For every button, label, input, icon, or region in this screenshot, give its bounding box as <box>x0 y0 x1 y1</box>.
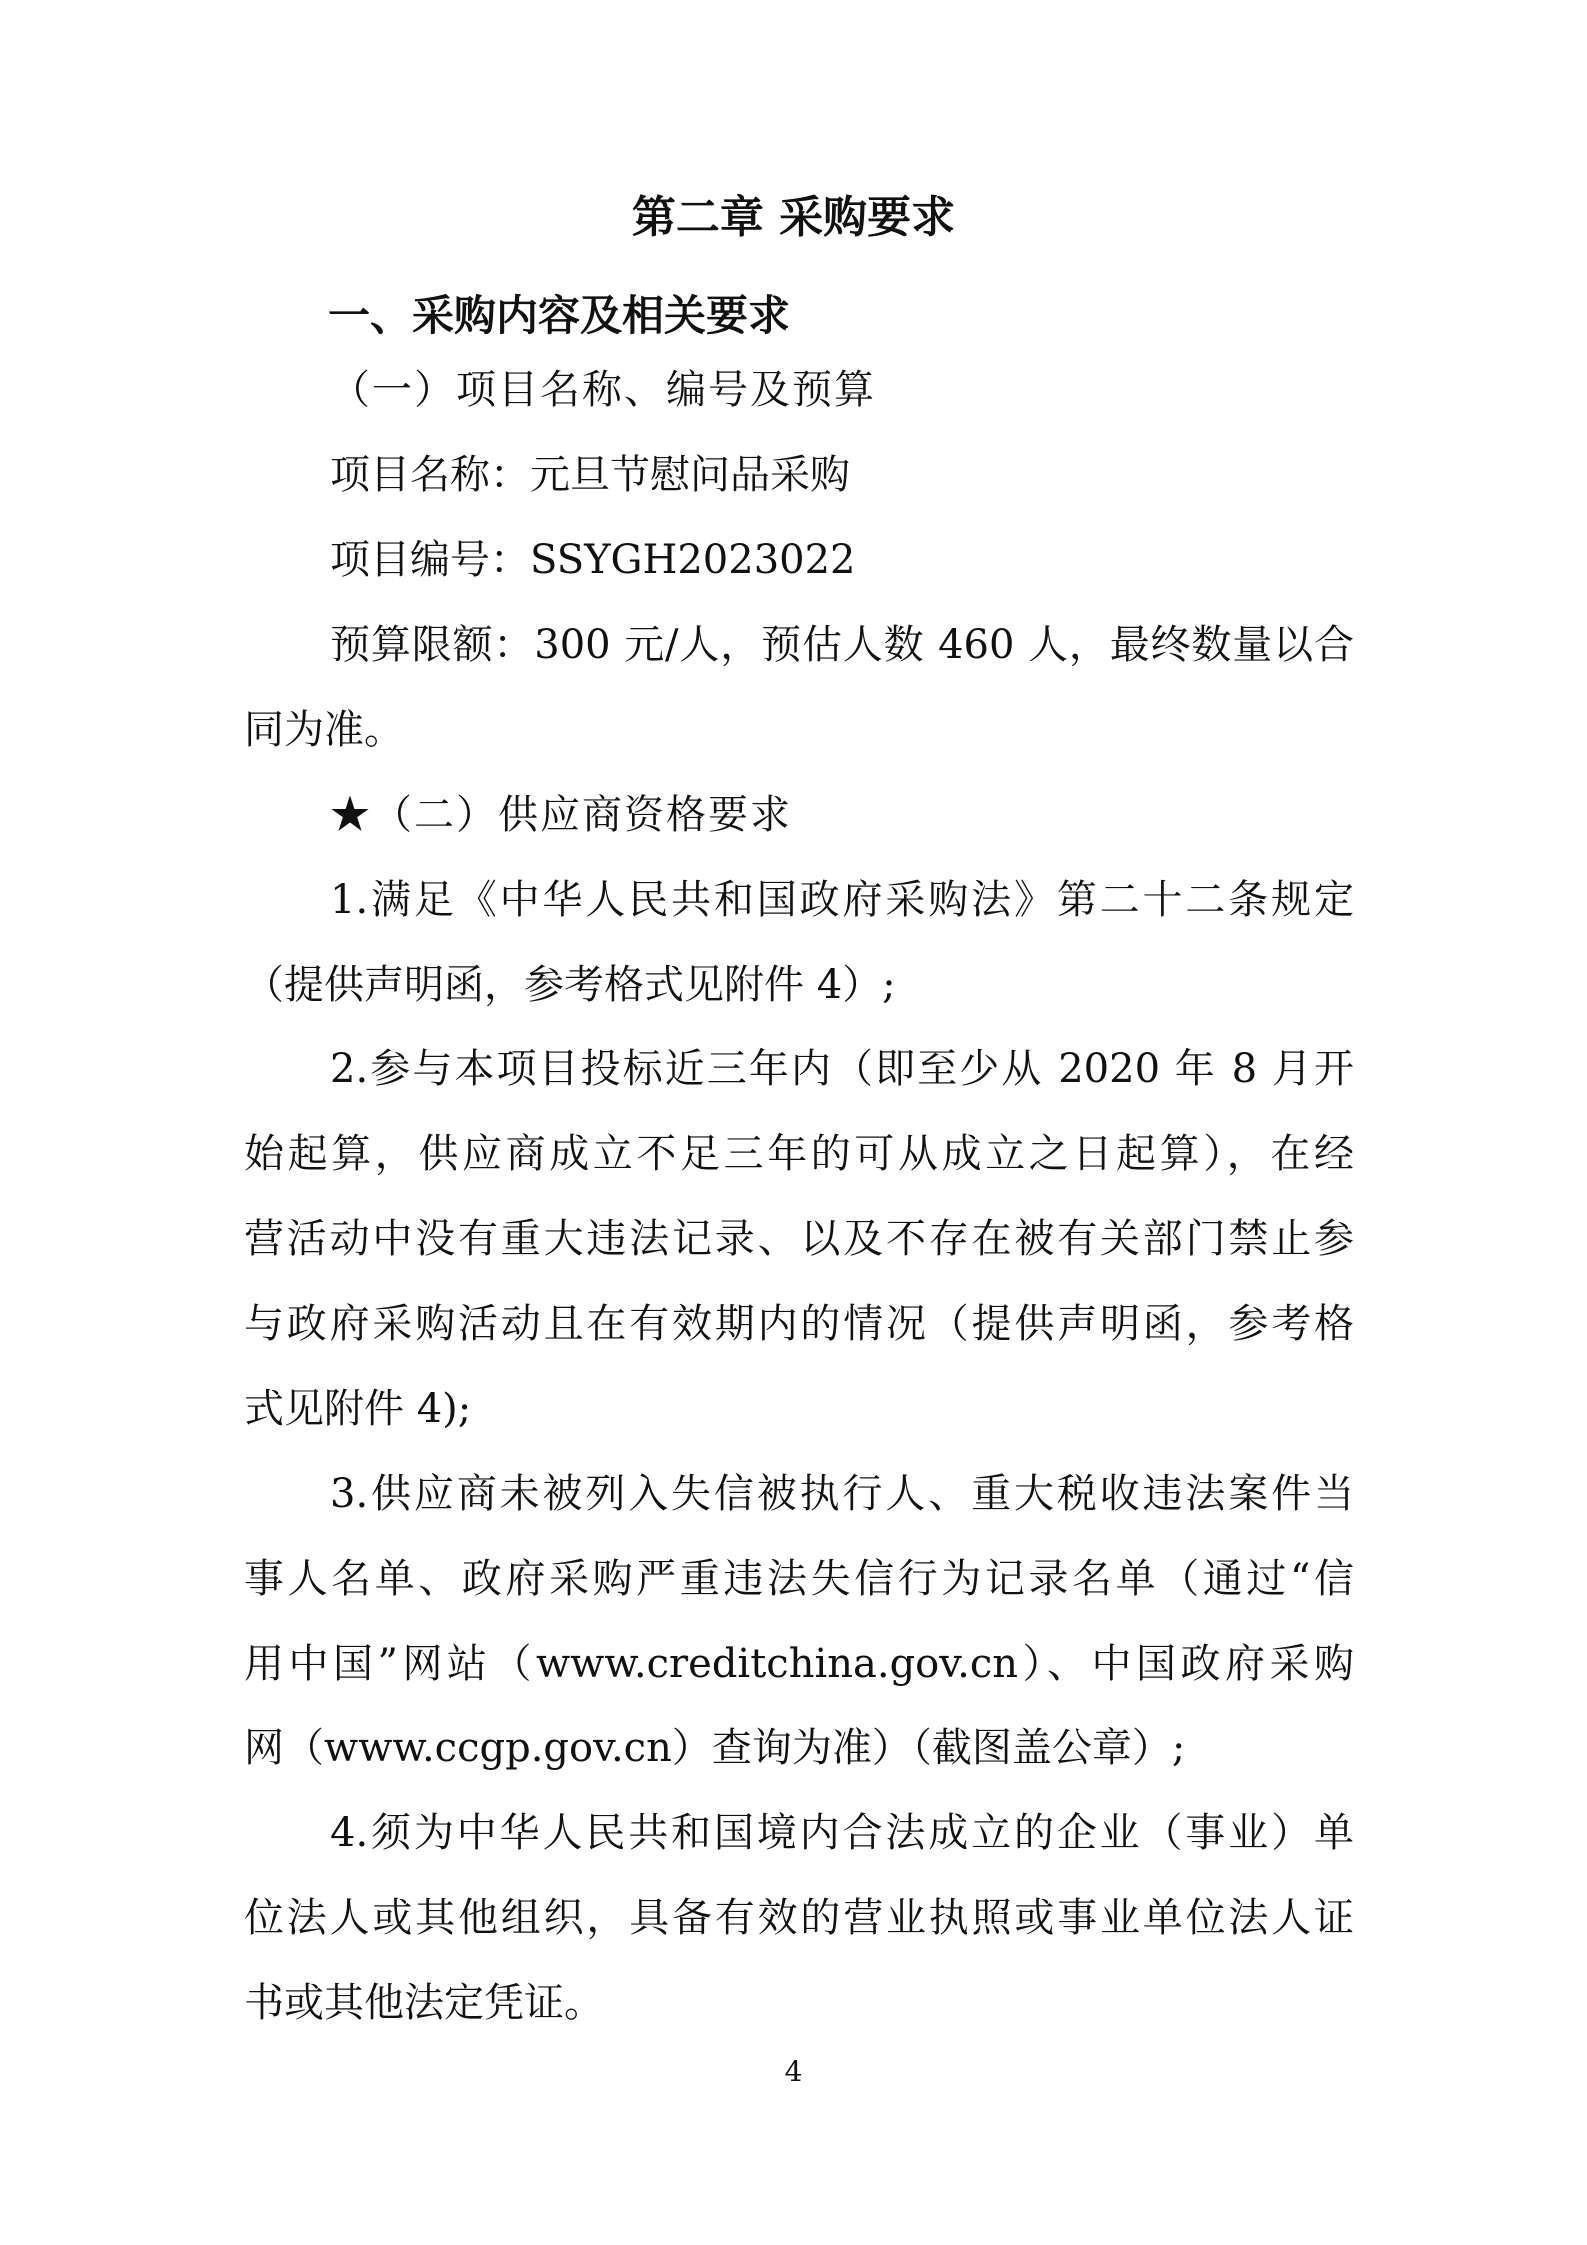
section-heading: 一、采购内容及相关要求 <box>328 291 791 340</box>
item1-line-1: 1.满足《中华人民共和国政府采购法》第二十二条规定 <box>330 877 1354 923</box>
item4-line-2: 位法人或其他组织，具备有效的营业执照或事业单位法人证 <box>244 1895 1354 1941</box>
item3-line-2: 事人名单、政府采购严重违法失信行为记录名单（通过“信 <box>244 1556 1354 1602</box>
subsection-heading-qualification: ★（二）供应商资格要求 <box>330 792 792 838</box>
chapter-title: 第二章 采购要求 <box>631 192 956 243</box>
project-number-line: 项目编号：SSYGH2023022 <box>330 537 856 583</box>
subsection-heading-project: （一）项目名称、编号及预算 <box>330 367 876 413</box>
item2-line-2: 始起算，供应商成立不足三年的可从成立之日起算），在经 <box>244 1131 1354 1177</box>
item3-line-1: 3.供应商未被列入失信被执行人、重大税收违法案件当 <box>330 1471 1354 1517</box>
budget-line-1: 预算限额：300 元/人，预估人数 460 人，最终数量以合 <box>330 622 1354 668</box>
item1-line-2: （提供声明函，参考格式见附件 4）; <box>244 962 896 1008</box>
item2-line-3: 营活动中没有重大违法记录、以及不存在被有关部门禁止参 <box>244 1216 1354 1262</box>
page-number: 4 <box>784 2055 803 2088</box>
item4-line-3: 书或其他法定凭证。 <box>244 1980 604 2026</box>
item3-line-4: 网（www.ccgp.gov.cn）查询为准）（截图盖公章）; <box>244 1725 1186 1771</box>
item3-line-3: 用中国”网站（www.creditchina.gov.cn）、中国政府采购 <box>244 1641 1354 1687</box>
item2-line-1: 2.参与本项目投标近三年内（即至少从 2020 年 8 月开 <box>330 1046 1354 1092</box>
item4-line-1: 4.须为中华人民共和国境内合法成立的企业（事业）单 <box>330 1810 1354 1856</box>
item2-line-4: 与政府采购活动且在有效期内的情况（提供声明函，参考格 <box>244 1301 1354 1347</box>
budget-line-2: 同为准。 <box>244 707 404 753</box>
project-name-line: 项目名称：元旦节慰问品采购 <box>330 452 850 498</box>
item2-line-5: 式见附件 4); <box>244 1386 472 1432</box>
